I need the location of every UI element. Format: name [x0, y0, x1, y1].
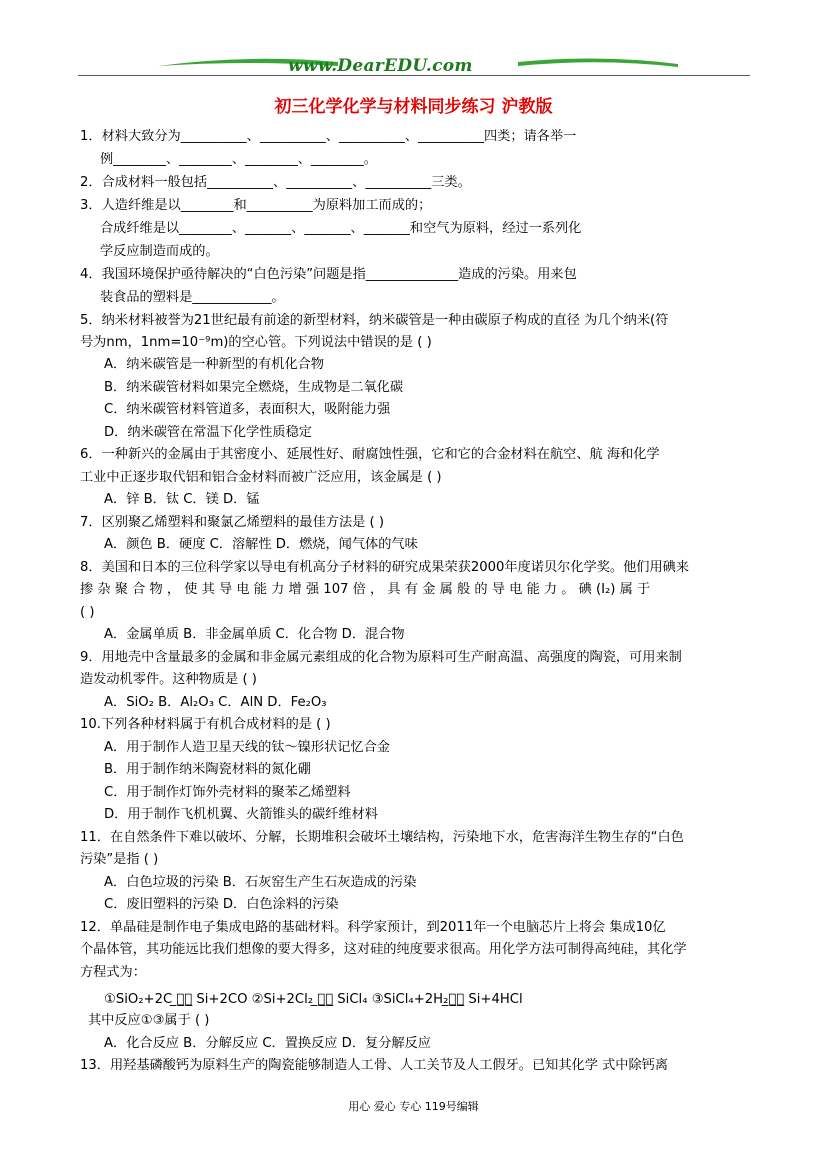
text-line: A．锌 B．钛 C．镁 D．锰 [104, 492, 260, 507]
page-title: 初三化学化学与材料同步练习 沪教版 [274, 97, 553, 117]
text-line: A．用于制作人造卫星天线的钛～镍形状记忆合金 [104, 740, 390, 755]
text-line: 工业中正逐步取代铝和铝合金材料而被广泛应用，该金属是 ( ) [80, 470, 442, 485]
text-line: D．纳米碳管在常温下化学性质稳定 [104, 425, 312, 440]
text-line: 3．人造纤维是以________和__________为原料加工而成的； [80, 198, 432, 213]
text-line: 方程式为： [80, 965, 146, 980]
text-line: A．SiO₂ B．Al₂O₃ C．AlN D．Fe₂O₃ [104, 695, 327, 710]
text-line: 合成纤维是以________、_______、_______、_______和空气为原料，经过一系列化 [100, 221, 582, 236]
site-logo-text[interactable]: www.DearEDU.com [288, 56, 473, 76]
text-line: 例________、________、________、________。 [100, 152, 377, 167]
text-line: ( ) [80, 605, 95, 620]
text-line: 造发动机零件。这种物质是 ( ) [80, 672, 257, 687]
text-line: 2．合成材料一般包括__________、__________、__________三类。 [80, 175, 471, 190]
text-line: 掺 杂 聚 合 物 ， 使 其 导 电 能 力 增 强 107 倍 ， 具 有 金 属 般 的 导 电 能 力 。 碘 (I₂) 属 于 [80, 582, 651, 597]
text-line: 8．美国和日本的三位科学家以导电有机高分子材料的研究成果荣获2000年度诺贝尔化学奖。他们用碘来 [80, 560, 690, 575]
text-line: A．白色垃圾的污染 B．石灰窑生产生石灰造成的污染 [104, 875, 417, 890]
text-line: 1．材料大致分为__________、__________、__________、__________四类；请各举一 [80, 129, 577, 144]
text-line: 号为nm，1nm=10⁻⁹m)的空心管。下列说法中错误的是 ( ) [80, 335, 432, 350]
text-line: A．纳米碳管是一种新型的有机化合物 [104, 357, 325, 372]
text-line: 10.下列各种材料属于有机合成材料的是 ( ) [80, 717, 331, 732]
page-footer: 用心 爱心 专心 119号编辑 [348, 1100, 479, 1113]
text-line: 7．区别聚乙烯塑料和聚氯乙烯塑料的最佳方法是 ( ) [80, 515, 384, 530]
text-line: B．用于制作纳米陶瓷材料的氮化硼 [104, 762, 311, 777]
text-line: 6．一种新兴的金属由于其密度小、延展性好、耐腐蚀性强，它和它的合金材料在航空、航 海和化学 [80, 447, 660, 462]
text-line: B．纳米碳管材料如果完全燃烧，生成物是二氧化碳 [104, 380, 404, 395]
text-line: A．化合反应 B．分解反应 C．置换反应 D．复分解反应 [104, 1036, 431, 1051]
text-line: 9．用地壳中含量最多的金属和非金属元素组成的化合物为原料可生产耐高温、高强度的陶瓷，可用来制 [80, 650, 682, 665]
text-line: 13．用羟基磷酸钙为原料生产的陶瓷能够制造人工骨、人工关节及人工假牙。已知其化学 式中除钙离 [80, 1058, 669, 1073]
text-line: C．纳米碳管材料管道多，表面积大，吸附能力强 [104, 402, 391, 417]
text-line: A．颜色 B．硬度 C．溶解性 D．燃烧，闻气体的气味 [104, 537, 418, 552]
text-line: C．废旧塑料的污染 D．白色涂料的污染 [104, 897, 339, 912]
text-line: C．用于制作灯饰外壳材料的聚苯乙烯塑料 [104, 785, 351, 800]
text-line: 12．单晶硅是制作电子集成电路的基础材料。科学家预计，到2011年一个电脑芯片上将会 集成10亿 [80, 920, 666, 935]
text-line: 学反应制造而成的。 [100, 244, 219, 259]
text-line: A．金属单质 B．非金属单质 C．化合物 D．混合物 [104, 627, 405, 642]
header-divider [78, 75, 750, 76]
text-line: 11．在自然条件下难以破坏、分解，长期堆积会破坏土壤结构，污染地下水，危害海洋生物生存的“白色 [80, 830, 684, 845]
text-line: D．用于制作飞机机翼、火箭锥头的碳纤维材料 [104, 807, 378, 822]
text-line: 污染”是指 ( ) [80, 852, 159, 867]
text-line: 5．纳米材料被誉为21世纪最有前途的新型材料，纳米碳管是一种由碳原子构成的直径 为几个纳米(符 [80, 313, 669, 328]
text-line: ①SiO₂+2C ̲高̲温̲ Si+2CO ②Si+2Cl₂ ̲点̲燃̲ SiCl₄ ③SiCl₄+2H₂̲加̲热̲ Si+4HCl [104, 992, 523, 1007]
text-line: 个晶体管，其功能远比我们想像的要大得多，这对硅的纯度要求很高。用化学方法可制得高纯硅，其化学 [80, 942, 687, 957]
text-line: 其中反应①③属于 ( ) [88, 1013, 210, 1028]
text-line: 装食品的塑料是____________。 [100, 290, 285, 305]
text-line: 4．我国环境保护亟待解决的“白色污染”问题是指______________造成的污染。用来包 [80, 267, 577, 282]
